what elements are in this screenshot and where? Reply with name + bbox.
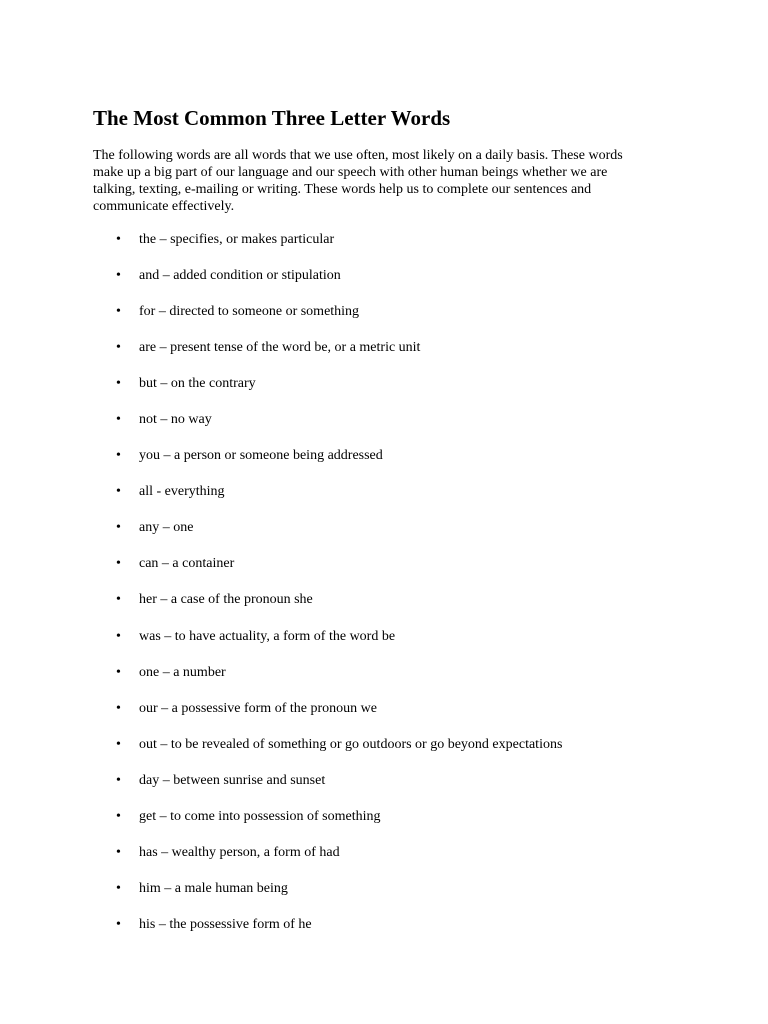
list-item-text: day – between sunrise and sunset [139, 772, 326, 788]
list-item-text: one – a number [139, 664, 226, 680]
bullet-icon: • [116, 736, 121, 752]
list-item-text: for – directed to someone or something [139, 304, 360, 320]
list-item-text: get – to come into possession of something [139, 808, 381, 824]
bullet-icon: • [116, 268, 121, 284]
list-item-text: him – a male human being [139, 880, 288, 896]
bullet-icon: • [116, 772, 121, 788]
list-item-text: but – on the contrary [139, 376, 256, 392]
list-item-text: can – a container [139, 556, 235, 572]
intro-paragraph: The following words are all words that we use often, most likely on a daily basis. These words make up a big part of our language and our speech with other human beings whether we are talking, texting, e-mailing or writing. These words help us to complete our sentences and communicate effectively. [93, 148, 623, 214]
list-item-text: any – one [139, 520, 194, 536]
list-item-text: you – a person or someone being addressed [139, 448, 383, 464]
list-item-text: all - everything [139, 484, 225, 500]
list-item-text: has – wealthy person, a form of had [139, 844, 340, 860]
bullet-icon: • [116, 880, 121, 896]
bullet-icon: • [116, 448, 121, 464]
bullet-icon: • [116, 412, 121, 428]
bullet-icon: • [116, 700, 121, 716]
bullet-icon: • [116, 340, 121, 356]
bullet-icon: • [116, 232, 121, 247]
list-item-text: the – specifies, or makes particular [139, 232, 335, 247]
list-item-text: and – added condition or stipulation [139, 268, 341, 284]
bullet-icon: • [116, 376, 121, 392]
bullet-icon: • [116, 484, 121, 500]
bullet-icon: • [116, 664, 121, 680]
document-title: The Most Common Three Letter Words [93, 106, 451, 130]
list-item-text: was – to have actuality, a form of the word be [139, 628, 396, 644]
bullet-icon: • [116, 844, 121, 860]
bullet-icon: • [116, 628, 121, 644]
list-item-text: out – to be revealed of something or go outdoors or go beyond expectations [139, 736, 563, 752]
list-item-text: our – a possessive form of the pronoun we [139, 700, 377, 716]
list-item-text: are – present tense of the word be, or a metric unit [139, 340, 421, 356]
list-item-text: his – the possessive form of he [139, 916, 312, 932]
bullet-icon: • [116, 520, 121, 536]
list-item-text: her – a case of the pronoun she [139, 592, 313, 608]
bullet-icon: • [116, 304, 121, 320]
list-item-text: not – no way [139, 412, 212, 428]
bullet-icon: • [116, 808, 121, 824]
bullet-icon: • [116, 916, 121, 932]
bullet-icon: • [116, 556, 121, 572]
bullet-icon: • [116, 592, 121, 608]
